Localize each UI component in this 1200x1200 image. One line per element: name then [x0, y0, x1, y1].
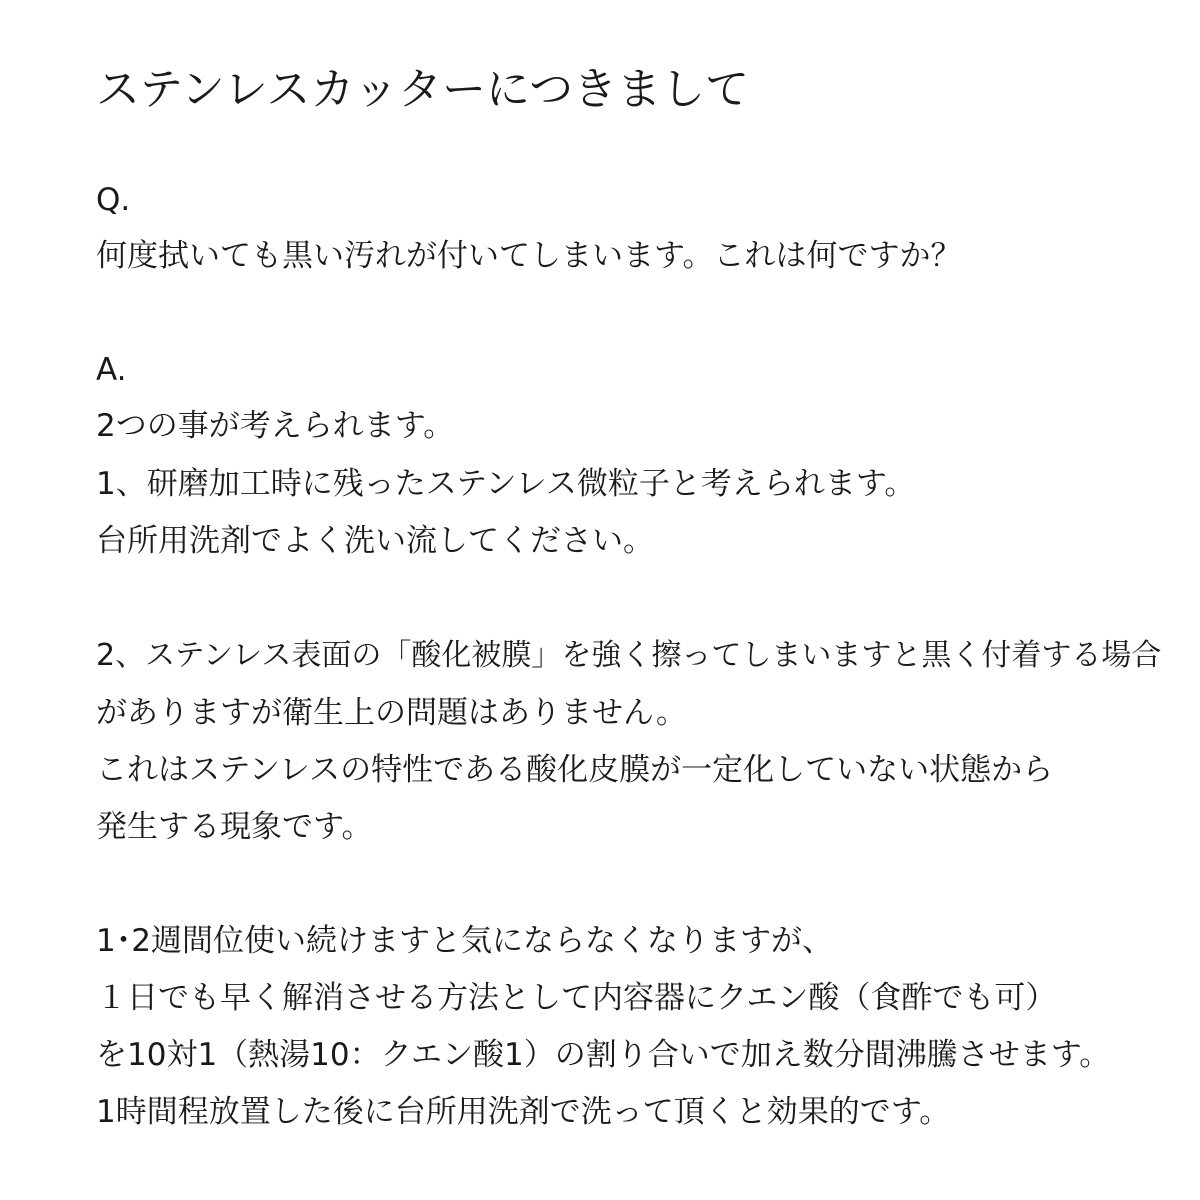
remedy-line: １日でも早く解消させる方法として内容器にクエン酸（食酢でも可）	[96, 980, 1057, 1016]
reason1-line: 台所用洗剤でよく洗い流してください。	[96, 523, 654, 559]
reason2-line: 2、ステンレス表面の「酸化被膜」を強く擦ってしまいますと黒く付着する場合	[96, 638, 1162, 673]
reason2-line: がありますが衛生上の問題はありません。	[96, 695, 687, 731]
reason1-line: 1、研磨加工時に残ったステンレス微粒子と考えられます。	[96, 466, 916, 502]
answer-intro: 2つの事が考えられます。	[96, 408, 455, 444]
reason2-line: 発生する現象です。	[96, 809, 373, 845]
page-title: ステンレスカッターにつきまして	[96, 64, 750, 115]
answer-label: A.	[96, 352, 127, 388]
question-text: 何度拭いても黒い汚れが付いてしまいます。これは何ですか？	[96, 238, 962, 274]
reason2-line: これはステンレスの特性である酸化皮膜が一定化していない状態から	[96, 752, 1054, 788]
remedy-line: を10対1（熱湯10：クエン酸1）の割り合いで加え数分間沸騰させます。	[96, 1037, 1111, 1073]
remedy-line: 1時間程放置した後に台所用洗剤で洗って頂くと効果的です。	[96, 1094, 951, 1130]
question-label: Q.	[96, 182, 131, 218]
remedy-line: 1･2週間位使い続けますと気にならなくなりますが、	[96, 923, 833, 959]
